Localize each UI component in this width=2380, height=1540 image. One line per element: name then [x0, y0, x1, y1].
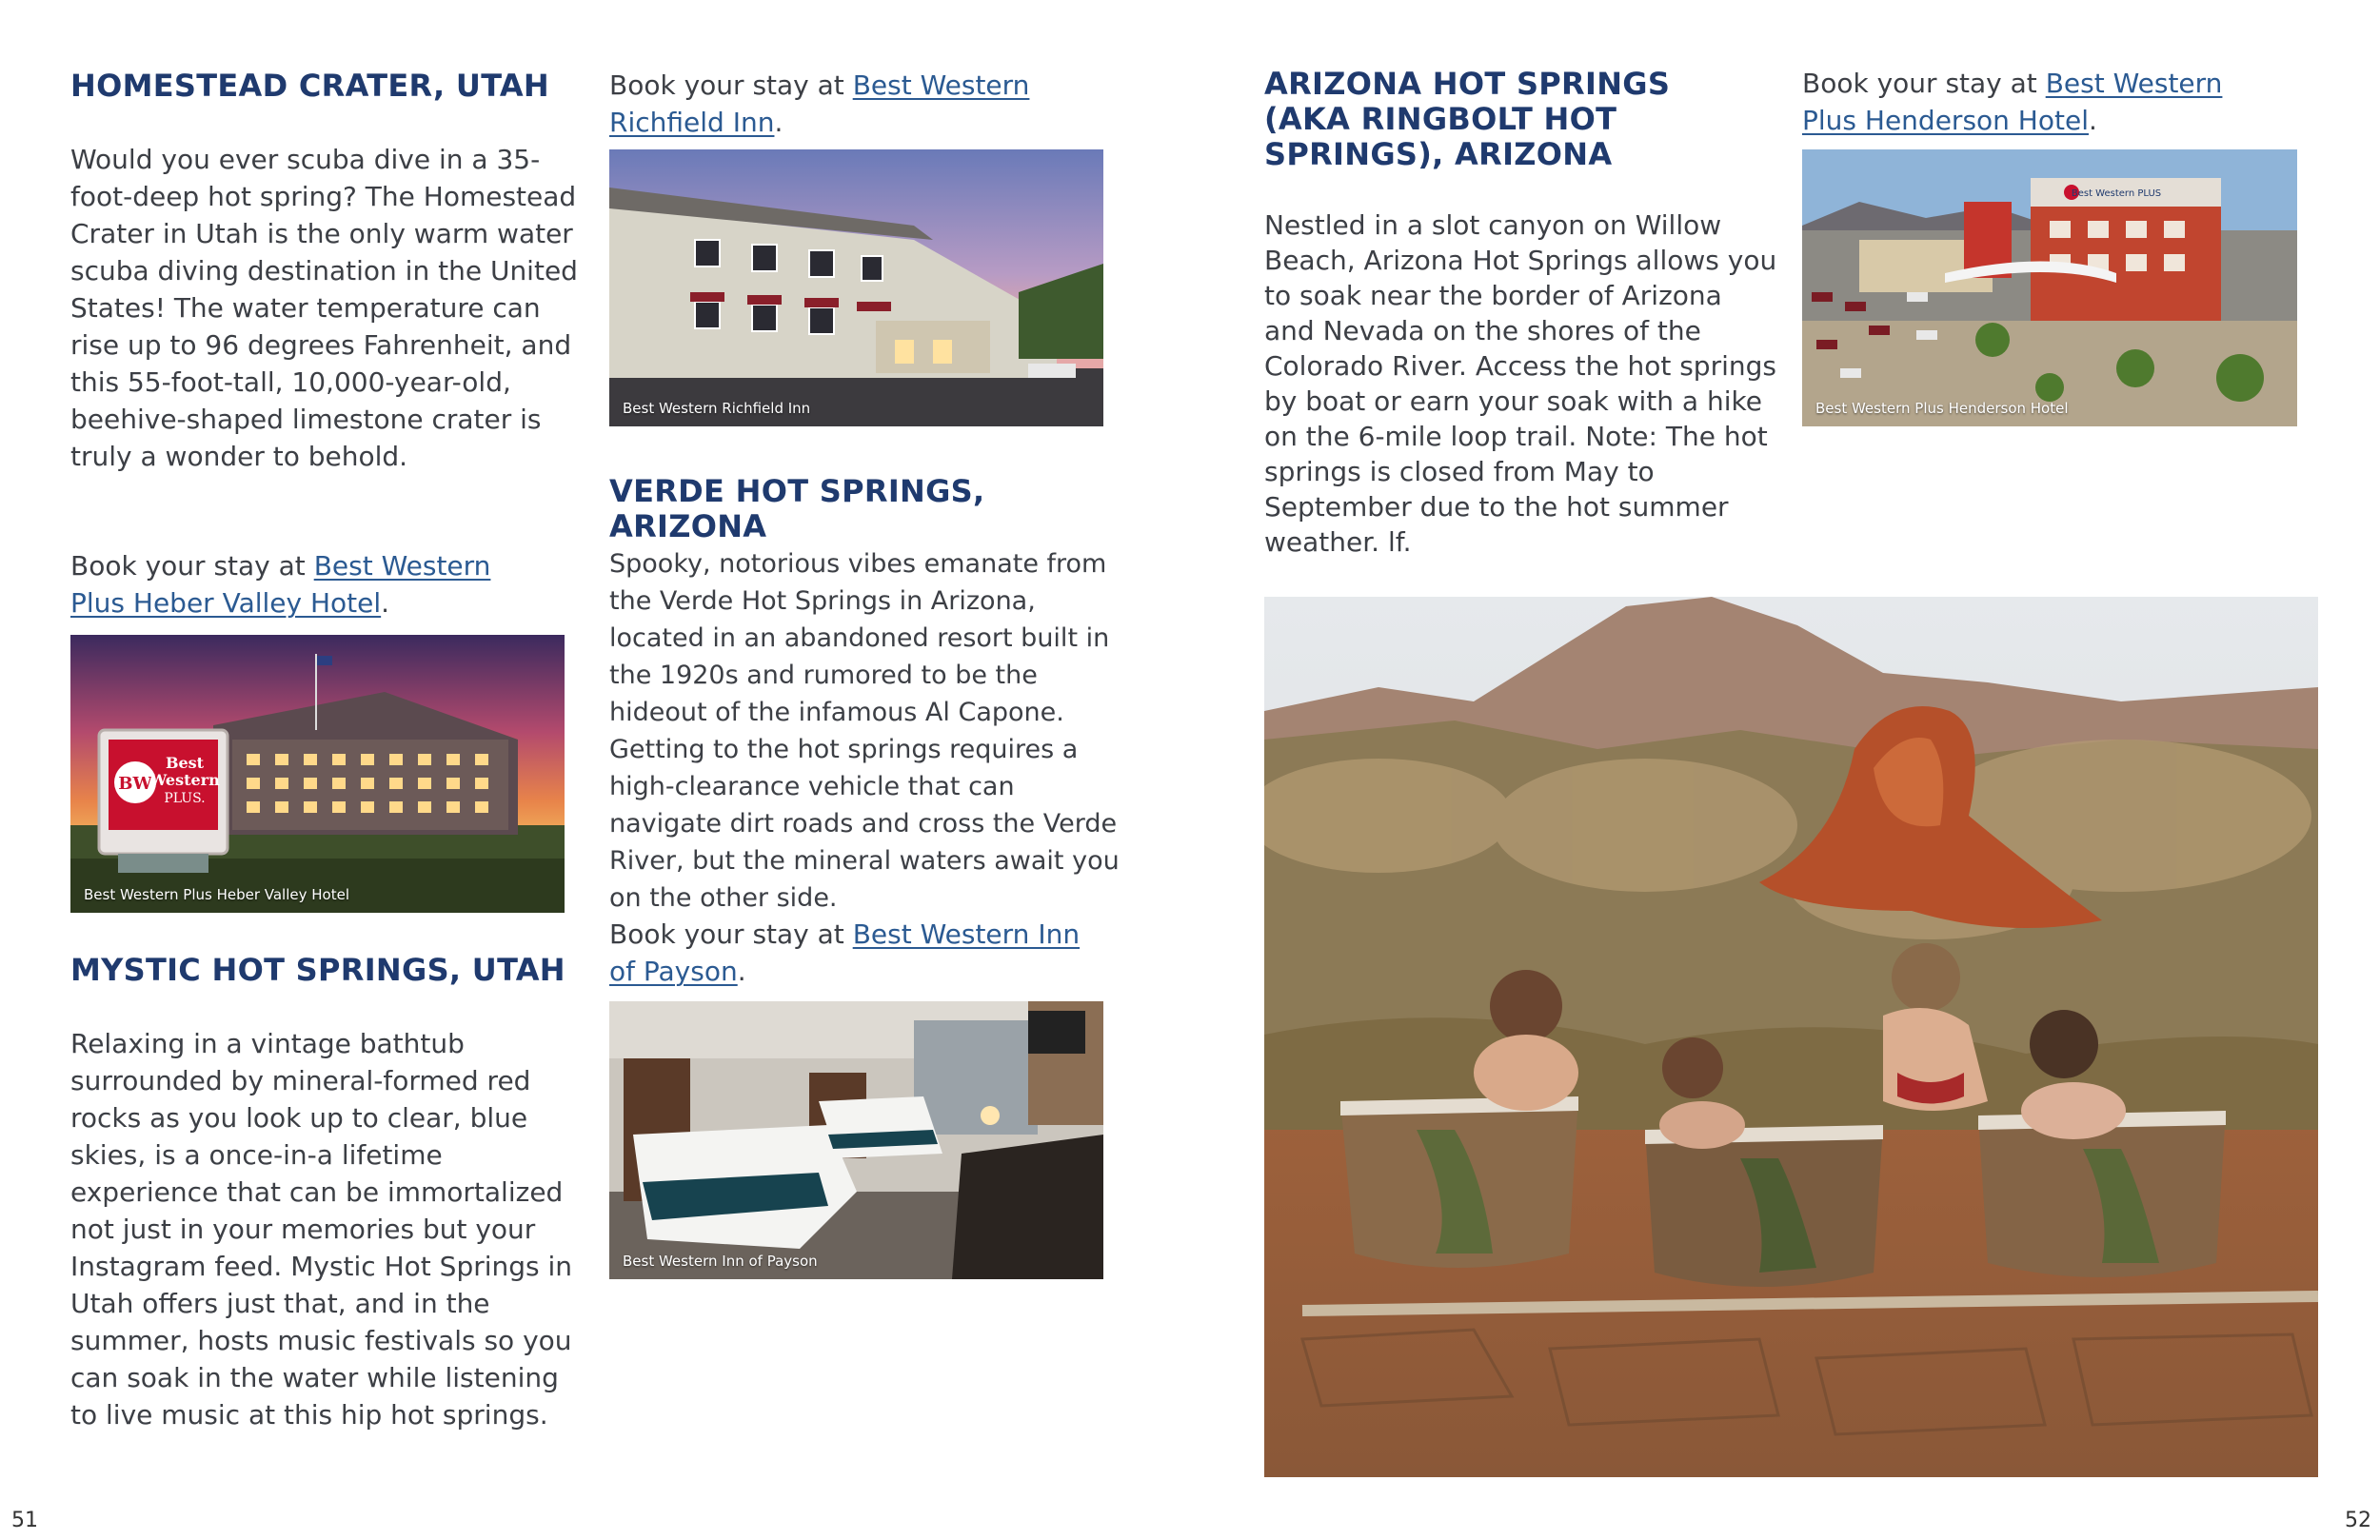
henderson-hotel-link[interactable]: Best Western Plus Henderson Hotel — [1802, 68, 2223, 136]
book-prefix: Book your stay at — [609, 918, 853, 950]
sign-word-2: Western — [149, 771, 220, 789]
book-prefix: Book your stay at — [609, 69, 853, 101]
homestead-heading: HOMESTEAD CRATER, UTAH — [70, 68, 549, 104]
henderson-hotel-photo — [1802, 149, 2297, 426]
bw-logo-text: BW — [118, 774, 152, 794]
arizona-body: Nestled in a slot canyon on Willow Beach, Arizona Hot Springs allows you to soak near the border of Arizona and Nevada on the shores of the Colorado River. Access the hot springs by boat or earn your soak with a hike on the 6-mile loop trail. Note: The hot springs is closed from May to September due to the hot summer weather. lf. — [1264, 209, 1777, 558]
page-number-right: 52 — [2345, 1509, 2371, 1532]
richfield-caption: Best Western Richfield Inn — [623, 400, 811, 417]
heber-valley-link[interactable]: Best Western Plus Heber Valley Hotel — [70, 550, 491, 619]
bathtubs-red-rock-photo — [1264, 597, 2318, 1477]
hotel-room-photo — [609, 1001, 1103, 1279]
arizona-heading: ARIZONA HOT SPRINGS (AKA RINGBOLT HOT SPRINGS), ARIZONA — [1264, 66, 1671, 172]
sign-word-3: PLUS. — [164, 791, 206, 806]
sign-word-1: Best — [165, 754, 205, 772]
richfield-inn-photo — [609, 149, 1103, 426]
inn-of-payson-link[interactable]: Best Western Inn of Payson — [609, 918, 1081, 987]
heber-valley-hotel-photo — [70, 635, 565, 913]
book-prefix: Book your stay at — [1802, 68, 2046, 99]
hotel-aerial-photo — [1802, 149, 2297, 426]
homestead-body: Would you ever scuba dive in a 35-foot-deep hot spring? The Homestead Crater in Utah is the only warm water scuba diving destination in the United States! The water temperature can rise up to 96 degrees Fahrenheit, and this 55-foot-tall, 10,000-year-old, beehive-shaped limestone crater is truly a wonder to behold. — [70, 144, 578, 472]
mystic-body: Relaxing in a vintage bathtub surrounded by mineral-formed red rocks as you look up to clear, blue skies, is a once-in-a lifetime experience that can be immortalized not just in your memories but your Instagram feed. Mystic Hot Springs in Utah offers just that, and in the summer, hosts music festivals so you can soak in the water while listening to live music at this hip hot springs. — [70, 1028, 573, 1431]
verde-body: Spooky, notorious vibes emanate from the Verde Hot Springs in Arizona, located in an abandoned resort built in the 1920s and rumored to be the hideout of the infamous Al Capone. Getting to the hot springs requires a high-clearance vehicle that can navigate dirt roads and cross the Verde River, but the mineral waters await you on the other side. — [609, 549, 1120, 913]
richfield-inn-link[interactable]: Best Western Richfield Inn — [609, 69, 1030, 138]
hotel-exterior-dusk-photo — [70, 635, 565, 913]
mystic-hot-springs-photo — [1264, 597, 2318, 1477]
henderson-booking — [1802, 65, 2278, 139]
mystic-heading: MYSTIC HOT SPRINGS, UTAH — [70, 952, 565, 988]
henderson-caption: Best Western Plus Henderson Hotel — [1815, 400, 2069, 417]
book-suffix: . — [774, 107, 783, 138]
book-prefix: Book your stay at — [70, 550, 314, 582]
homestead-booking — [70, 547, 546, 622]
motel-exterior-dusk-photo — [609, 149, 1103, 426]
verde-heading: VERDE HOT SPRINGS, ARIZONA — [609, 473, 985, 544]
heber-valley-caption: Best Western Plus Heber Valley Hotel — [84, 886, 349, 903]
hotel-sign-text: Best Western PLUS — [2071, 188, 2162, 199]
payson-booking — [609, 916, 1085, 990]
payson-caption: Best Western Inn of Payson — [623, 1253, 818, 1270]
page-number-left: 51 — [11, 1509, 38, 1532]
book-suffix: . — [2088, 105, 2097, 136]
book-suffix: . — [737, 956, 746, 987]
book-suffix: . — [381, 587, 390, 619]
richfield-booking — [609, 67, 1085, 141]
inn-of-payson-photo — [609, 1001, 1103, 1279]
